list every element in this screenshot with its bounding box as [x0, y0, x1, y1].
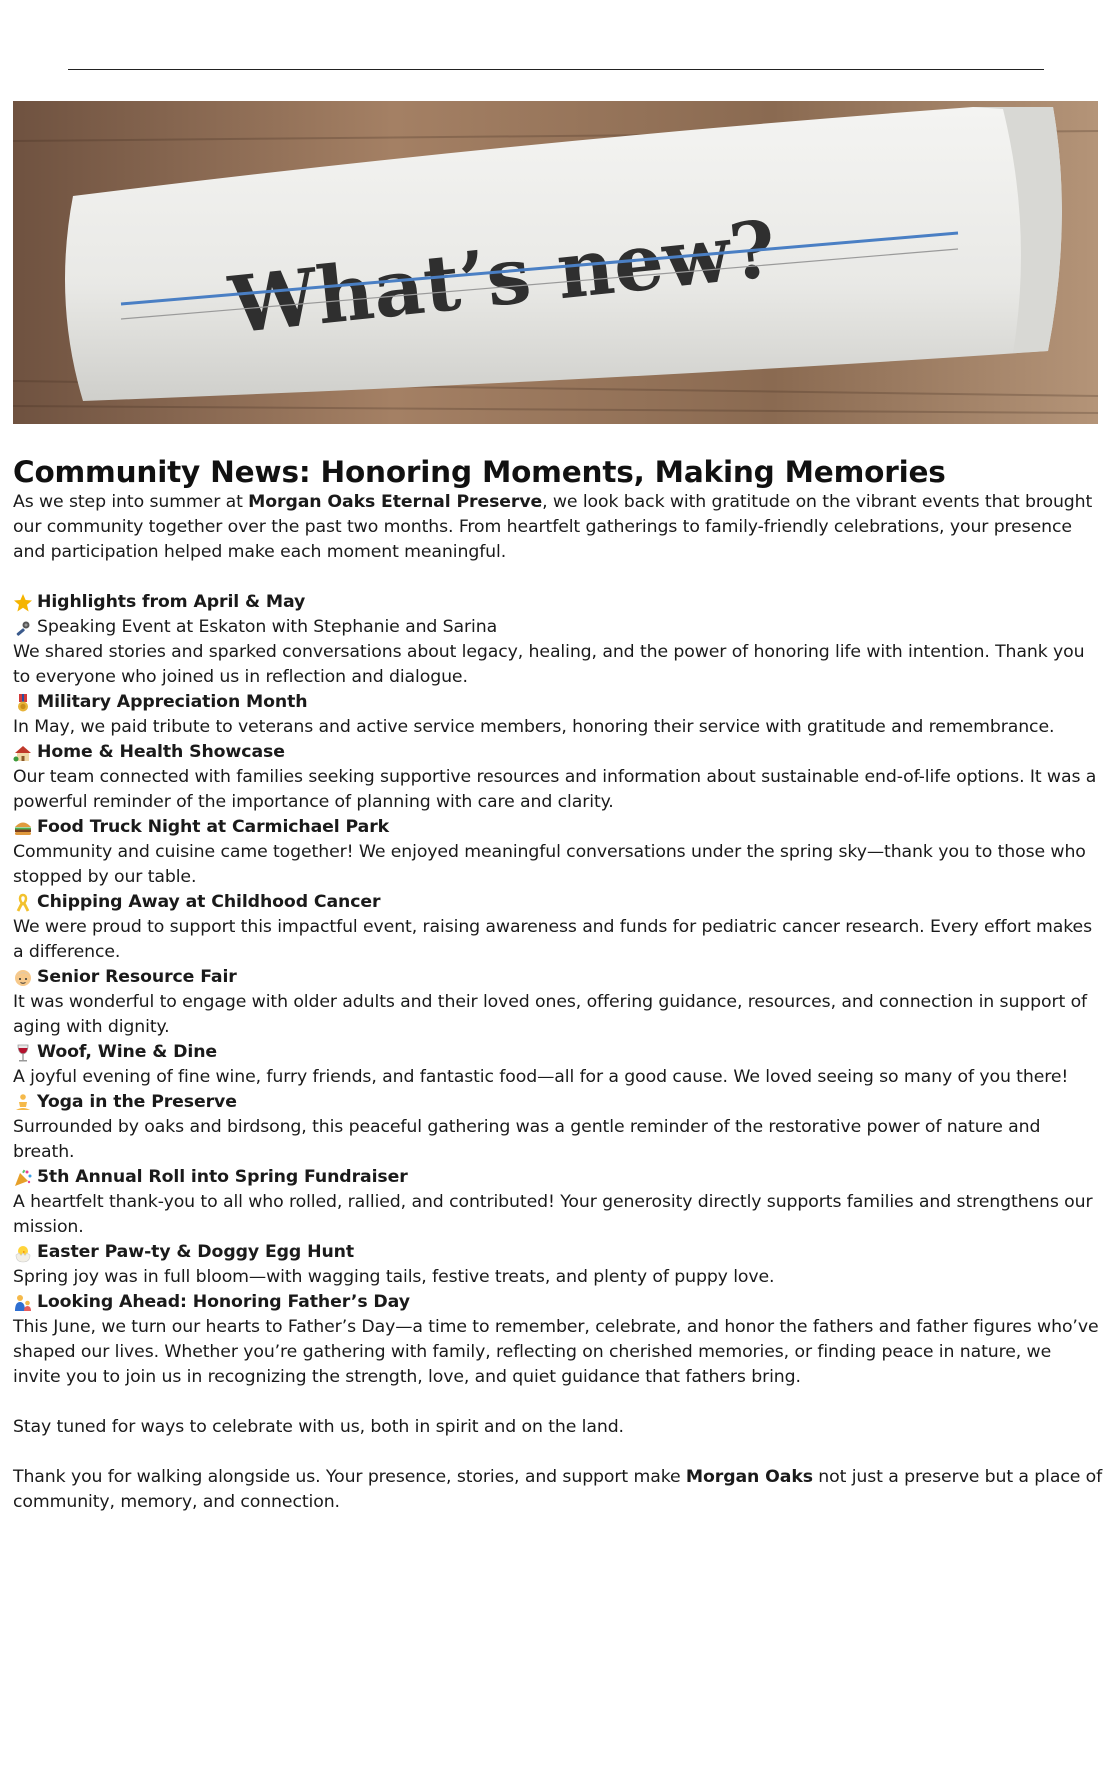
hero-newspaper-image — [13, 101, 1098, 424]
section-body: We were proud to support this impactful event, raising awareness and funds for pediatric cancer research. Every effort makes a difference. — [13, 917, 1092, 962]
closing-paragraph: Thank you for walking alongside us. Your presence, stories, and support make Morgan Oaks not just a preserve but a place of community, memory, and connection. — [13, 1467, 1103, 1512]
section-body: A joyful evening of fine wine, furry friends, and fantastic food—all for a good cause. We loved seeing so many of you there! — [13, 1067, 1069, 1087]
section-body: This June, we turn our hearts to Father’s Day—a time to remember, celebrate, and honor the fathers and father figures who’ve shaped our lives. Whether you’re gathering with family, reflecting on cherished memories, or finding peace in nature, we invite you to join us in recognizing the strength, love, and quiet guidance that fathers bring. — [13, 1317, 1099, 1387]
section-body: Surrounded by oaks and birdsong, this peaceful gathering was a gentle reminder of the restorative power of nature and breath. — [13, 1117, 1041, 1162]
section-body: It was wonderful to engage with older adults and their loved ones, offering guidance, resources, and connection in support of aging with dignity. — [13, 992, 1088, 1037]
top-divider — [68, 69, 1044, 70]
hero-headline: What’s new? — [225, 203, 781, 352]
section-heading-food-truck: Food Truck Night at Carmichael Park — [13, 815, 1103, 840]
section-heading-fathers-day: Looking Ahead: Honoring Father’s Day — [13, 1290, 1103, 1315]
yoga-person-icon — [13, 1093, 33, 1113]
section-body: Spring joy was in full bloom—with wagging tails, festive treats, and plenty of puppy love. — [13, 1267, 775, 1287]
speaking-event-title: Speaking Event at Eskaton with Stephanie and Sarina — [13, 615, 1103, 640]
wine-glass-icon — [13, 1043, 33, 1063]
section-body: A heartfelt thank-you to all who rolled, rallied, and contributed! Your generosity directly supports families and strengthens our mission. — [13, 1192, 1093, 1237]
stay-tuned-paragraph: Stay tuned for ways to celebrate with us, both in spirit and on the land. — [13, 1417, 624, 1437]
older-person-icon — [13, 968, 33, 988]
section-heading-childhood-cancer: Chipping Away at Childhood Cancer — [13, 890, 1103, 915]
article — [13, 454, 1103, 1515]
section-body: Our team connected with families seeking supportive resources and information about sustainable end-of-life options. It was a powerful reminder of the importance of planning with care and clarity. — [13, 767, 1097, 812]
page-title: Community News: Honoring Moments, Making Memories — [13, 455, 946, 489]
ribbon-icon — [13, 893, 33, 913]
house-garden-icon — [13, 743, 33, 763]
section-heading-senior-fair: Senior Resource Fair — [13, 965, 1103, 990]
section-heading-easter: Easter Paw-ty & Doggy Egg Hunt — [13, 1240, 1103, 1265]
section-heading-woof-wine: Woof, Wine & Dine — [13, 1040, 1103, 1065]
section-body: Community and cuisine came together! We enjoyed meaningful conversations under the spring sky—thank you to those who stopped by our table. — [13, 842, 1086, 887]
highlights-heading: Highlights from April & May — [13, 590, 1103, 615]
family-icon — [13, 1293, 33, 1313]
preserve-name: Morgan Oaks Eternal Preserve — [248, 492, 543, 512]
burger-icon — [13, 818, 33, 838]
intro-paragraph: As we step into summer at Morgan Oaks Eternal Preserve, we look back with gratitude on the vibrant events that brought our community together over the past two months. From heartfelt gatherings to family-friendly celebrations, your presence and participation helped make each moment meaningful. — [13, 492, 1093, 562]
newspaper-illustration — [13, 101, 1098, 424]
hatching-chick-icon — [13, 1243, 33, 1263]
speaker-icon — [13, 618, 33, 638]
section-heading-yoga: Yoga in the Preserve — [13, 1090, 1103, 1115]
military-medal-icon — [13, 693, 33, 713]
section-body: In May, we paid tribute to veterans and active service members, honoring their service with gratitude and remembrance. — [13, 717, 1055, 737]
party-popper-icon — [13, 1168, 33, 1188]
section-heading-military: Military Appreciation Month — [13, 690, 1103, 715]
section-heading-fundraiser: 5th Annual Roll into Spring Fundraiser — [13, 1165, 1103, 1190]
star-icon — [13, 593, 33, 613]
section-heading-home-health: Home & Health Showcase — [13, 740, 1103, 765]
section-body: We shared stories and sparked conversations about legacy, healing, and the power of honoring life with intention. Thank you to everyone who joined us in reflection and dialogue. — [13, 642, 1085, 687]
preserve-short-name: Morgan Oaks — [685, 1467, 813, 1487]
